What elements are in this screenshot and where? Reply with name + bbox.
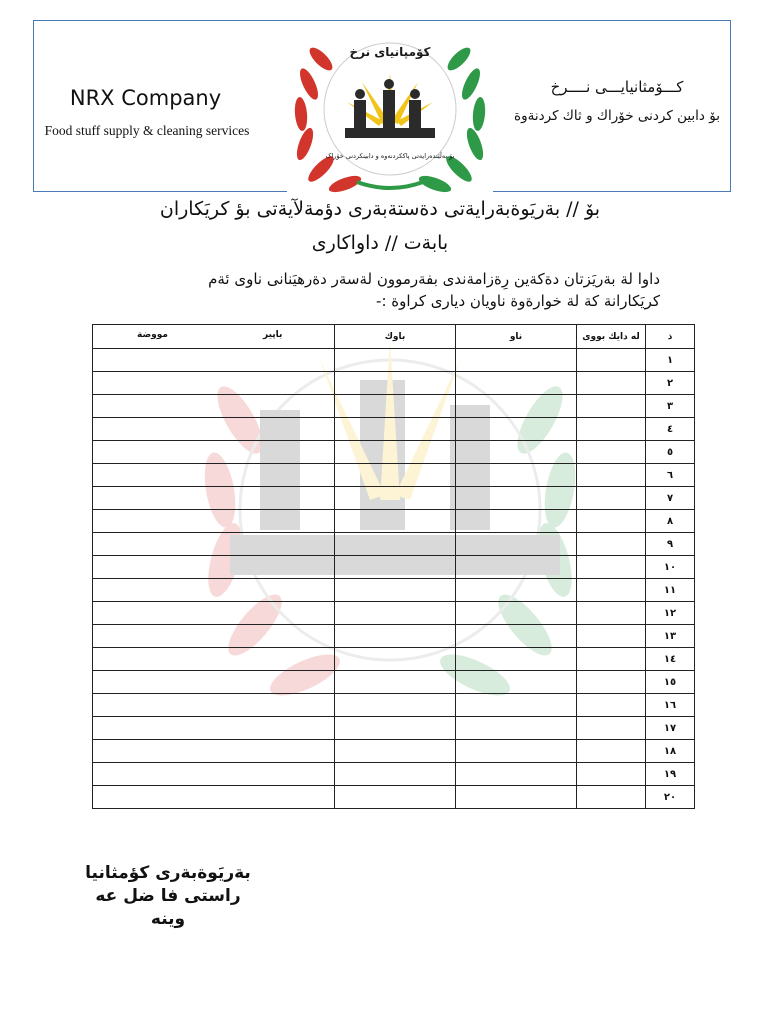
salary-grandfather-cell[interactable]: [93, 694, 335, 717]
birth-cell[interactable]: [577, 349, 646, 372]
name-cell[interactable]: [456, 487, 577, 510]
birth-cell[interactable]: [577, 464, 646, 487]
company-name-ku: کـــۆمثانيايـــى نــــرخ: [550, 78, 684, 96]
name-cell[interactable]: [456, 464, 577, 487]
salary-grandfather-cell[interactable]: [93, 671, 335, 694]
name-cell[interactable]: [456, 372, 577, 395]
birth-cell[interactable]: [577, 786, 646, 809]
birth-cell[interactable]: [577, 533, 646, 556]
birth-cell[interactable]: [577, 671, 646, 694]
name-cell[interactable]: [456, 418, 577, 441]
row-number-cell: ٢: [646, 372, 695, 395]
father-cell[interactable]: [335, 441, 456, 464]
signature-name-line-1: راستى فا ضل عه: [95, 886, 241, 906]
table-row: [93, 349, 695, 372]
header-father: باوك: [335, 325, 456, 349]
birth-cell[interactable]: [577, 487, 646, 510]
row-number-cell: ٤: [646, 418, 695, 441]
header-grandfather: باپير: [263, 330, 283, 340]
name-cell[interactable]: [456, 602, 577, 625]
company-services-ku: بۆ دابين كردنى خۆراك و ثاك كردنةوة: [514, 108, 720, 124]
name-cell[interactable]: [456, 625, 577, 648]
name-cell[interactable]: [456, 648, 577, 671]
header-salary-grandfather: [93, 325, 335, 349]
table-row: [93, 717, 695, 740]
row-number-cell: ١٨: [646, 740, 695, 763]
salary-grandfather-cell[interactable]: [93, 786, 335, 809]
name-cell[interactable]: [456, 579, 577, 602]
father-cell[interactable]: [335, 349, 456, 372]
table-row: [93, 464, 695, 487]
table-row: [93, 740, 695, 763]
row-number-cell: ١٧: [646, 717, 695, 740]
salary-grandfather-cell[interactable]: [93, 441, 335, 464]
father-cell[interactable]: [335, 510, 456, 533]
row-number-cell: ١٦: [646, 694, 695, 717]
table-row: [93, 763, 695, 786]
letter-body-line-2: كريَكارانة كة لة خوارةوة ناويان ديارى كراوة :-: [376, 292, 660, 310]
table-row: [93, 441, 695, 464]
salary-grandfather-cell[interactable]: [93, 510, 335, 533]
salary-grandfather-cell[interactable]: [93, 395, 335, 418]
letter-body-line-1: داوا لة بةريَزتان دةكةين رِةزامةندى بفةرموون لةسةر دةرهيَنانى ناوى ئةم: [208, 270, 660, 288]
salary-grandfather-cell[interactable]: [93, 349, 335, 372]
father-cell[interactable]: [335, 648, 456, 671]
father-cell[interactable]: [335, 671, 456, 694]
father-cell[interactable]: [335, 717, 456, 740]
birth-cell[interactable]: [577, 717, 646, 740]
letter-body: [100, 268, 660, 312]
name-cell[interactable]: [456, 740, 577, 763]
father-cell[interactable]: [335, 694, 456, 717]
birth-cell[interactable]: [577, 579, 646, 602]
row-number-cell: ١٩: [646, 763, 695, 786]
ribbon-icon: [357, 182, 423, 188]
father-cell[interactable]: [335, 579, 456, 602]
salary-grandfather-cell[interactable]: [93, 602, 335, 625]
row-number-cell: ٥: [646, 441, 695, 464]
birth-cell[interactable]: [577, 441, 646, 464]
salary-grandfather-cell[interactable]: [93, 625, 335, 648]
birth-cell[interactable]: [577, 740, 646, 763]
header-salary: مووضة: [137, 330, 168, 340]
table-row: [93, 510, 695, 533]
row-number-cell: ٦: [646, 464, 695, 487]
birth-cell[interactable]: [577, 763, 646, 786]
father-cell[interactable]: [335, 372, 456, 395]
table-row: [93, 694, 695, 717]
salary-grandfather-cell[interactable]: [93, 556, 335, 579]
row-number-cell: ١٥: [646, 671, 695, 694]
salary-grandfather-cell[interactable]: [93, 579, 335, 602]
row-number-cell: ١٤: [646, 648, 695, 671]
company-logo: [287, 24, 493, 194]
father-cell[interactable]: [335, 395, 456, 418]
row-number-cell: ١١: [646, 579, 695, 602]
father-cell[interactable]: [335, 533, 456, 556]
header-name: ناو: [456, 325, 577, 349]
recipient-line: بۆ // بةريَوةبةرايةتى دةستةبةرى دؤمةلآيةتى بؤ كريَكاران: [159, 198, 601, 220]
father-cell[interactable]: [335, 625, 456, 648]
father-cell[interactable]: [335, 487, 456, 510]
table-body: [93, 349, 695, 809]
row-number-cell: ١: [646, 349, 695, 372]
company-name-en: NRX Company: [69, 86, 222, 110]
table-row: [93, 556, 695, 579]
father-cell[interactable]: [335, 740, 456, 763]
table-row: [93, 533, 695, 556]
row-number-cell: ١٠: [646, 556, 695, 579]
header-birth: لە دايك بووى: [577, 325, 646, 349]
name-cell[interactable]: [456, 349, 577, 372]
birth-cell[interactable]: [577, 602, 646, 625]
birth-cell[interactable]: [577, 625, 646, 648]
birth-cell[interactable]: [577, 694, 646, 717]
row-number-cell: ٨: [646, 510, 695, 533]
father-cell[interactable]: [335, 602, 456, 625]
table-row: [93, 395, 695, 418]
logo-bottom-text: بۆ بەڵێندەرایەتی پاککردنەوە و دابینکردنی خۆراک: [325, 152, 455, 160]
birth-cell[interactable]: [577, 648, 646, 671]
subject-line: بابةت // داواكارى: [311, 232, 449, 254]
birth-cell[interactable]: [577, 556, 646, 579]
birth-cell[interactable]: [577, 510, 646, 533]
salary-grandfather-cell[interactable]: [93, 372, 335, 395]
salary-grandfather-cell[interactable]: [93, 533, 335, 556]
workers-table: [92, 324, 695, 809]
father-cell[interactable]: [335, 786, 456, 809]
father-cell[interactable]: [335, 418, 456, 441]
salary-grandfather-cell[interactable]: [93, 487, 335, 510]
table-row: [93, 487, 695, 510]
salary-grandfather-cell[interactable]: [93, 464, 335, 487]
signature-title: بةريَوةبةرى كؤمثانيا: [85, 863, 251, 883]
signature-name-line-2: وينه: [150, 909, 186, 929]
row-number-cell: ٣: [646, 395, 695, 418]
salary-grandfather-cell[interactable]: [93, 418, 335, 441]
name-cell[interactable]: [456, 533, 577, 556]
table-row: [93, 579, 695, 602]
name-cell[interactable]: [456, 510, 577, 533]
row-number-cell: ٧: [646, 487, 695, 510]
birth-cell[interactable]: [577, 372, 646, 395]
table-row: [93, 648, 695, 671]
row-number-cell: ١٣: [646, 625, 695, 648]
salary-grandfather-cell[interactable]: [93, 740, 335, 763]
name-cell[interactable]: [456, 441, 577, 464]
name-cell[interactable]: [456, 786, 577, 809]
birth-cell[interactable]: [577, 418, 646, 441]
name-cell[interactable]: [456, 671, 577, 694]
table-row: [93, 602, 695, 625]
father-cell[interactable]: [335, 464, 456, 487]
table-row: [93, 625, 695, 648]
row-number-cell: ٢٠: [646, 786, 695, 809]
table-row: [93, 786, 695, 809]
header-number: ذ: [646, 325, 695, 349]
signature-block: [68, 862, 268, 931]
salary-grandfather-cell[interactable]: [93, 763, 335, 786]
table-row: [93, 671, 695, 694]
name-cell[interactable]: [456, 763, 577, 786]
name-cell[interactable]: [456, 395, 577, 418]
row-number-cell: ١٢: [646, 602, 695, 625]
birth-cell[interactable]: [577, 395, 646, 418]
table-header-row: [93, 325, 695, 349]
salary-grandfather-cell[interactable]: [93, 648, 335, 671]
name-cell[interactable]: [456, 556, 577, 579]
company-services-en: Food stuff supply & cleaning services: [44, 123, 250, 138]
father-cell[interactable]: [335, 763, 456, 786]
name-cell[interactable]: [456, 717, 577, 740]
table-row: [93, 418, 695, 441]
table-row: [93, 372, 695, 395]
name-cell[interactable]: [456, 694, 577, 717]
row-number-cell: ٩: [646, 533, 695, 556]
salary-grandfather-cell[interactable]: [93, 717, 335, 740]
logo-arc-text: كۆمپانیای نرخ: [349, 45, 431, 59]
father-cell[interactable]: [335, 556, 456, 579]
